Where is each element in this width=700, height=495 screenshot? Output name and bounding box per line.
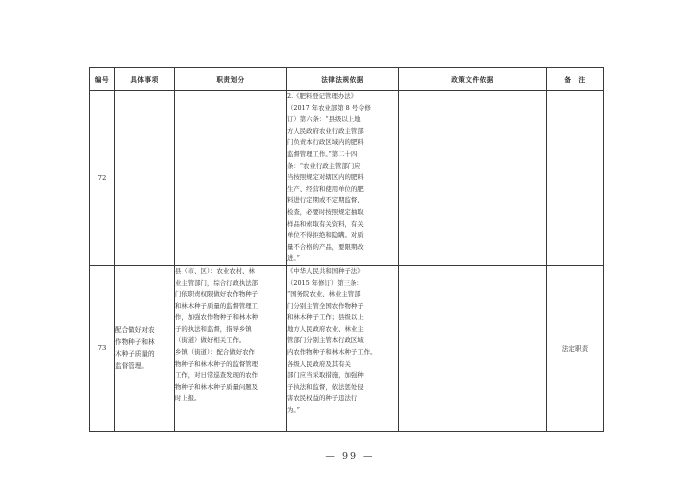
law-line: （2015 年修订）第三条： [287, 278, 363, 287]
law-line: 监督管理工作。”第二十四 [287, 149, 358, 158]
law-line: 《中华人民共和国种子法》 [287, 266, 364, 275]
law-line: 条：“农业行政主管部门应 [287, 161, 361, 170]
header-policy-basis: 政策文件依据 [399, 68, 547, 91]
item-line: 监督管理。 [115, 362, 148, 371]
law-line: 样品和索取有关资料，有关 [287, 219, 364, 228]
law-line: 门负责本行政区域内的肥料 [287, 138, 364, 147]
duty-line: 子的执法和监督，指导乡镇 [175, 324, 252, 333]
page-number: — 99 — [325, 451, 375, 462]
item-line: 木种子质量的 [115, 350, 155, 359]
header-item: 具体事项 [115, 68, 175, 91]
row-number: 72 [90, 91, 115, 266]
table-row [90, 265, 604, 431]
duty-line: 业主管部门，综合行政执法部 [175, 278, 259, 287]
header-row [90, 68, 604, 91]
duty-line: 门依职责权限做好农作物种子 [175, 290, 259, 299]
law-line: 害农民权益的种子违法行 [287, 394, 358, 403]
duty-line: 县（市、区）：农业农村、林 [175, 266, 255, 275]
law-line: 为。” [287, 406, 300, 415]
header-law-basis: 法律法规依据 [287, 68, 399, 91]
policy-basis-cell [399, 265, 547, 431]
law-line: 方人民政府农业行政主管部 [287, 126, 364, 135]
duty-line: 物种子和林木种子的监督管理 [175, 359, 259, 368]
law-line: 生产、经营和使用单位的肥 [287, 184, 364, 193]
duty-line: 乡镇（街道）：配合做好农作 [175, 348, 255, 357]
header-number: 编号 [90, 68, 115, 91]
row-number: 73 [90, 265, 115, 431]
law-basis-cell [287, 91, 399, 266]
law-line: 检查，必要时按照规定抽取 [287, 207, 364, 216]
item-cell [115, 265, 175, 431]
remarks-cell [547, 91, 604, 266]
law-line: 进。” [287, 254, 300, 263]
duty-cell [175, 265, 287, 431]
law-basis-cell [287, 265, 399, 431]
law-line: 各级人民政府及其有关 [287, 359, 351, 368]
header-remarks: 备 注 [547, 68, 604, 91]
remarks-cell: 法定职责 [547, 265, 604, 431]
law-line: 2.《肥料登记管理办法》 [287, 92, 358, 100]
law-line: “国务院农业、林业主管部 [287, 290, 361, 299]
law-line: 门分别主管全国农作物种子 [287, 301, 364, 310]
policy-basis-cell [399, 91, 547, 266]
law-line: 管部门分别主管本行政区域 [287, 336, 364, 345]
item-cell [115, 91, 175, 266]
table-row [90, 91, 604, 266]
duty-line: 作，加强农作物种子和林木种 [175, 313, 259, 322]
item-line: 作物种子和林 [115, 338, 155, 347]
law-line: 量不合格的产品，要限期改 [287, 242, 364, 251]
law-line: 料进行定期或不定期监督、 [287, 196, 364, 205]
item-line: 配合做好对农 [115, 326, 155, 335]
law-line: 地方人民政府农业、林业主 [287, 324, 364, 333]
duty-line: （街道）做好相关工作。 [175, 336, 246, 345]
header-duty: 职责划分 [175, 68, 287, 91]
law-line: （2017 年农业部第 8 号令修 [287, 103, 371, 112]
law-line: 内农作物种子和林木种子工作。 [287, 348, 377, 357]
duty-line: 物种子和林木种子质量问题及 [175, 382, 259, 391]
responsibility-table [89, 67, 604, 432]
duty-line: 工作，对日常巡查发现的农作 [175, 371, 259, 380]
duty-line: 和林木种子质量的监督管理工 [175, 301, 259, 310]
law-line: 订）第六条：“县级以上地 [287, 115, 361, 124]
duty-line: 时上报。 [175, 394, 201, 403]
duty-cell [175, 91, 287, 266]
law-line: 子执法和监督，依法惩处侵 [287, 382, 364, 391]
law-line: 和林木种子工作；县级以上 [287, 313, 364, 322]
law-line: 当按照规定对辖区内的肥料 [287, 173, 364, 182]
law-line: 单位不得拒绝和隐瞒。对质 [287, 231, 364, 240]
law-line: 部门应当采取措施，加强种 [287, 371, 364, 380]
